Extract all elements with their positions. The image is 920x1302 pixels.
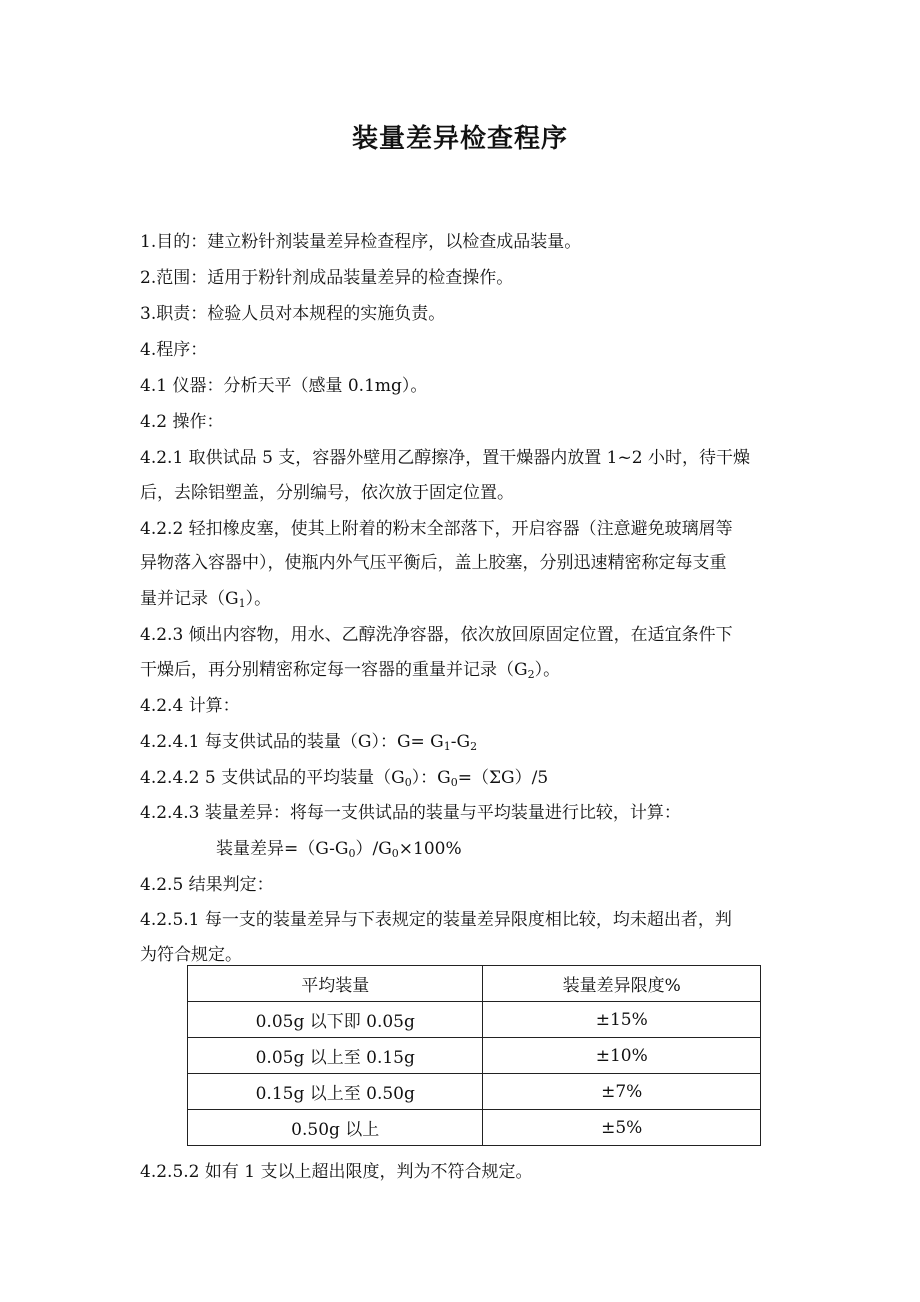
l16-mid: ）：G xyxy=(411,768,451,788)
page-title: 装量差异检查程序 xyxy=(351,124,568,154)
l18-sub2: 0 xyxy=(391,847,399,860)
step-4-2-3-line-2 xyxy=(140,658,560,682)
l13-pre: 干燥后，再分别精密称定每一容器的重量并记录（G xyxy=(140,660,528,680)
section-procedure: 4.程序： xyxy=(140,340,208,360)
l15-sub1: 1 xyxy=(443,740,451,753)
header-variation-limit: 装量差异限度% xyxy=(483,966,761,1002)
l16-pre: 4.2.4.2 5 支供试品的平均装量（G xyxy=(140,768,405,788)
l18-mid: ）/G xyxy=(355,839,392,859)
step-4-2-3-line-1: 4.2.3 倾出内容物，用水、乙醇洗净容器，依次放回原固定位置，在适宜条件下 xyxy=(140,625,733,645)
table-cell: ±15% xyxy=(483,1002,761,1038)
step-4-2-4-1 xyxy=(140,730,477,754)
table-cell: ±7% xyxy=(483,1074,761,1110)
step-4-2-2-line-2: 异物落入容器中），使瓶内外气压平衡后，盖上胶塞，分别迅速精密称定每支重 xyxy=(140,553,727,573)
section-responsibility: 3.职责：检验人员对本规程的实施负责。 xyxy=(140,304,446,324)
weight-variation-limit-table xyxy=(187,965,761,1146)
l15-pre: 4.2.4.1 每支供试品的装量（G）：G= G xyxy=(140,732,444,752)
l16-sub2: 0 xyxy=(450,776,458,789)
table-cell: ±10% xyxy=(483,1038,761,1074)
l15-sub2: 2 xyxy=(470,740,478,753)
l18-sub1: 0 xyxy=(348,847,356,860)
table-row xyxy=(188,1074,761,1110)
step-4-2-2-line-1: 4.2.2 轻扣橡皮塞，使其上附着的粉末全部落下，开启容器（注意避免玻璃屑等 xyxy=(140,519,733,539)
l13-post: ）。 xyxy=(534,660,561,680)
step-4-2-4: 4.2.4 计算： xyxy=(140,696,240,716)
step-4-2-5-2: 4.2.5.2 如有 1 支以上超出限度，判为不符合规定。 xyxy=(140,1162,533,1182)
table-cell: 0.05g 以下即 0.05g xyxy=(188,1002,483,1038)
l11-sub: 1 xyxy=(238,597,246,610)
step-4-2-5: 4.2.5 结果判定： xyxy=(140,875,274,895)
l18-pre: 装量差异=（G-G xyxy=(216,839,349,859)
l18-post: ×100% xyxy=(398,839,462,859)
header-average-weight: 平均装量 xyxy=(188,966,483,1002)
table-cell: 0.05g 以上至 0.15g xyxy=(188,1038,483,1074)
step-4-2-2-line-3 xyxy=(140,587,271,611)
table-cell: ±5% xyxy=(483,1110,761,1146)
l16-post: =（ΣG）/5 xyxy=(457,768,549,788)
table-row xyxy=(188,1002,761,1038)
l11-post: ）。 xyxy=(245,589,272,609)
table-cell: 0.50g 以上 xyxy=(188,1110,483,1146)
section-instrument: 4.1 仪器：分析天平（感量 0.1mg）。 xyxy=(140,376,428,396)
l16-sub1: 0 xyxy=(404,776,412,789)
section-purpose: 1.目的：建立粉针剂装量差异检查程序，以检查成品装量。 xyxy=(140,232,582,252)
step-4-2-1-line-1: 4.2.1 取供试品 5 支，容器外壁用乙醇擦净，置干燥器内放置 1~2 小时，待干燥 xyxy=(140,448,750,468)
step-4-2-4-3: 4.2.4.3 装量差异：将每一支供试品的装量与平均装量进行比较，计算： xyxy=(140,803,681,823)
l11-pre: 量并记录（G xyxy=(140,589,239,609)
step-4-2-1-line-2: 后，去除铝塑盖，分别编号，依次放于固定位置。 xyxy=(140,483,514,503)
l13-sub: 2 xyxy=(527,668,535,681)
l15-mid: -G xyxy=(450,732,471,752)
table-row xyxy=(188,1038,761,1074)
step-4-2-4-2 xyxy=(140,766,548,790)
table-header-row xyxy=(188,966,761,1002)
section-scope: 2.范围：适用于粉针剂成品装量差异的检查操作。 xyxy=(140,268,514,288)
table-row xyxy=(188,1110,761,1146)
section-operation: 4.2 操作： xyxy=(140,412,224,432)
table-cell: 0.15g 以上至 0.50g xyxy=(188,1074,483,1110)
step-4-2-5-1-line-2: 为符合规定。 xyxy=(140,945,242,965)
step-4-2-5-1-line-1: 4.2.5.1 每一支的装量差异与下表规定的装量差异限度相比较，均未超出者，判 xyxy=(140,910,732,930)
formula-weight-variation xyxy=(216,837,462,861)
